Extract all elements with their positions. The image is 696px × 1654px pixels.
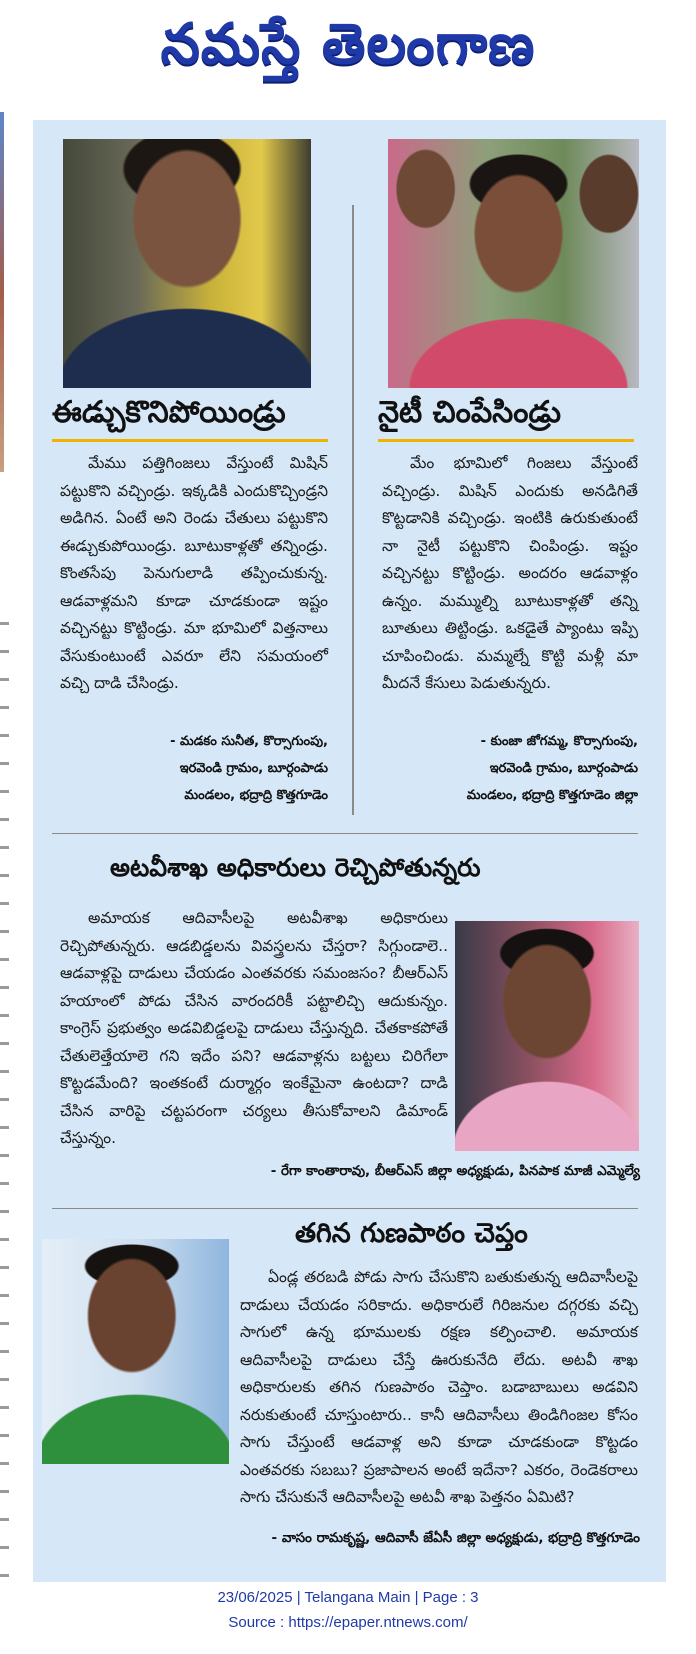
story3-headline: అటవీశాఖ అధికారులు రెచ్చిపోతున్నరు — [110, 853, 481, 882]
story3-body: అమాయక ఆదివాసీలపై అటవీశాఖ అధికారులు రెచ్చిపోతున్నరు. ఆడబిడ్డలను వివస్త్రలను చేస్తరా? సిగ్గుండాలె.. ఆడవాళ్లపై దాడులు చేయడం ఎంతవరకు సమంజసం? బీఆర్‌ఎస్ హయాంలో పోడు చేసిన వారందరికీ పట్టాలిచ్చి ఆదుకున్నం. కాంగ్రెస్ ప్రభుత్వం అడవిబిడ్డలపై దాడులు చేస్తున్నది. చేతకాకపోతే చేతులెత్తేయాలె గని ఇదేం పని? ఆడవాళ్లను బట్టలు చిరిగేలా కొట్టడమేంది? ఇంతకంటే దుర్మార్గం ఇంకేమైనా ఉంటదా? దాడి చేసిన వారిపై చట్టపరంగా చర్యలు తీసుకోవాలని డిమాండ్ చేస్తున్నం. — [60, 909, 448, 1147]
footer-dateline: 23/06/2025 | Telangana Main | Page : 3 — [217, 1589, 479, 1606]
story1-headline: ఈడ్చుకొనిపోయిండ్రు — [52, 395, 286, 430]
story2-byline-line: ఇరవెండి గ్రామం, బూర్గంపాడు — [489, 761, 638, 776]
story1-body: మేము పత్తిగింజలు వేస్తుంటే మిషిన్ పట్టుకొని వచ్చిండ్రు. ఇక్కడికి ఎందుకొచ్చిండ్రని అడిగిన. ఏంటే అని రెండు చేతులు పట్టుకొని ఈడ్చుకుపోయిండ్రు. బూటుకాళ్లతో తన్నిండ్రు. కొంతసేపు పెనుగులాడి తప్పించుకున్న. ఆడవాళ్లమని కూడా చూడకుండా ఇష్టం వచ్చినట్టు కొట్టిండ్రు. మా భూమిలో విత్తనాలు వేసుకుంటుంటే ఎవరూ లేని సమయంలో వచ్చి దాడి చేసిండ్రు. — [60, 454, 328, 692]
masthead — [0, 0, 696, 95]
story1-byline — [60, 728, 328, 809]
story2-byline-line: - కుంజా జోగమ్మ, కొర్సాగుంపు, — [480, 734, 638, 749]
section-divider — [52, 833, 638, 834]
masthead-title: నమస్తే తెలంగాణ — [160, 12, 536, 77]
story1-byline-line: ఇరవెండి గ్రామం, బూర్గంపాడు — [179, 761, 328, 776]
section-divider — [52, 1208, 638, 1209]
story2-byline-line: మండలం, భద్రాద్రి కొత్తగూడెం జిల్లా — [466, 788, 638, 803]
story2-photo — [388, 139, 639, 388]
adjacent-page-photo-edge — [0, 112, 4, 472]
footer-source: Source : https://epaper.ntnews.com/ — [228, 1614, 468, 1631]
column-divider — [352, 205, 354, 815]
story1-byline-line: - మడకం సునీత, కొర్సాగుంపు, — [170, 734, 328, 749]
story4-photo — [42, 1239, 229, 1464]
story1-photo — [63, 139, 311, 388]
story3-byline: - రేగా కాంతారావు, బీఆర్‌ఎస్ జిల్లా అధ్యక్షుడు, పినపాక మాజీ ఎమ్మెల్యే — [270, 1163, 640, 1179]
story4-body-upper — [240, 1264, 638, 1512]
story2-headline-underline — [378, 439, 634, 442]
story4-headline: తగిన గుణపాఠం చెప్తం — [295, 1218, 528, 1249]
adjacent-page-text-edge — [0, 610, 9, 1590]
story3-photo — [455, 921, 639, 1151]
story4-body: ఏండ్ల తరబడి పోడు సాగు చేసుకొని బతుకుతున్న ఆదివాసీలపై దాడులు చేయడం సరికాదు. అధికారులే గిరిజనుల దగ్గరకు వచ్చి సాగులో ఉన్న భూములకు రక్షణ కల్పించాలి. అమాయక ఆదివాసీలపై దాడులు చేస్తే ఊరుకునేది లేదు. అటవీ శాఖ అధికారులకు తగిన గుణపాఠం చెప్తాం. బడాబాబులు అడవిని నరుకుతుంటే చూస్తుంటారు.. కానీ ఆదివాసీలు తిండిగింజల కోసం సాగు చేస్తుంటే ఆడవాళ్ల అని కూడా చూడకుండా కొట్టడం ఎంతవరకు సబబు? ప్రజాపాలన అంటే ఇదేనా? ఎకరం, రెండెకరాలు సాగు చేసుకునే ఆదివాసీలపై అటవీ శాఖ పెత్తనం ఏమిటి? — [240, 1268, 638, 1506]
story1-headline-underline — [52, 439, 328, 442]
story4-byline: - వాసం రామకృష్ణ, ఆదివాసీ జేఏసీ జిల్లా అధ్యక్షుడు, భద్రాద్రి కొత్తగూడెం — [271, 1530, 640, 1546]
story1-byline-line: మండలం, భద్రాద్రి కొత్తగూడెం — [184, 788, 328, 803]
story2-byline — [370, 728, 638, 809]
story2-headline: నైటీ చింపేసిండ్రు — [378, 395, 562, 430]
story2-body: మేం భూమిలో గింజలు వేస్తుంటే వచ్చిండ్రు. మిషిన్ ఎందుకు అనడిగితే కొట్టడానికి వచ్చిండ్రు. ఇంటికి ఉరుకుతుంటే నా నైటీ పట్టుకొని చింపిండ్రు. ఇష్టం వచ్చినట్టు కొట్టిండ్రు. అందరం ఆడవాళ్లం ఉన్నం. మమ్ముల్ని బూటుకాళ్లతో తన్ని బూతులు తిట్టిండ్రు. ఒకడైతే ప్యాంటు ఇప్పి చూపించిండు. మమ్మల్నే కొట్టి మళ్లీ మా మీదనే కేసులు పెడుతున్నరు. — [382, 454, 638, 692]
